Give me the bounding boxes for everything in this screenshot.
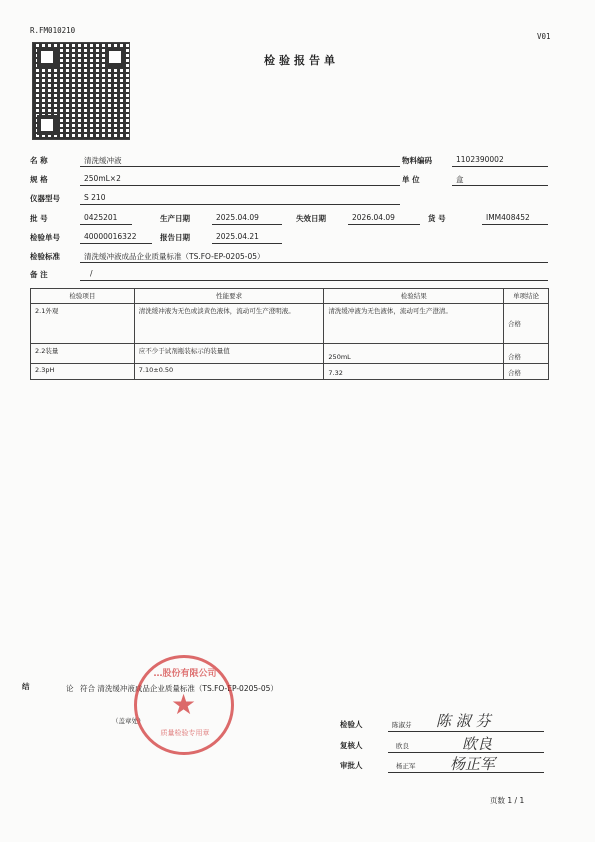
- seal-note: （盖章处）: [112, 717, 145, 725]
- item-no-value: IMM408452: [486, 213, 530, 222]
- page-title: 检验报告单: [264, 54, 339, 67]
- report-date-underline: [212, 243, 282, 244]
- row-requirement: 应不少于试剂瓶装标示的装量值: [134, 344, 324, 364]
- row-item: 2.1外观: [31, 304, 135, 344]
- row-requirement: 7.10±0.50: [134, 364, 324, 380]
- row-result: 250mL: [324, 344, 504, 364]
- table-row: [31, 304, 549, 344]
- seal-bottom-text: 质量检验专用章: [160, 729, 210, 737]
- approver-underline: [388, 772, 544, 773]
- company-seal: [134, 655, 234, 755]
- remark-label: 备 注: [30, 270, 48, 279]
- conclusion-text: 符合 清洗缓冲液成品企业质量标准（TS.FO-EP-0205-05）: [80, 684, 278, 693]
- approver-label: 审批人: [340, 761, 363, 770]
- approver-signature: 杨正军: [450, 755, 496, 773]
- header-conclusion: 单项结论: [504, 289, 549, 304]
- model-value: S 210: [84, 193, 106, 202]
- report-date-label: 报告日期: [160, 233, 190, 242]
- inspection-no-label: 检验单号: [30, 233, 60, 242]
- star-icon: ★: [171, 688, 197, 721]
- row-result: 7.32: [324, 364, 504, 380]
- unit-label: 单 位: [402, 175, 420, 184]
- reviewer-name: 欧良: [396, 742, 409, 750]
- spec-value: 250mL×2: [84, 174, 121, 183]
- header-result: 检验结果: [324, 289, 504, 304]
- remark-value: /: [90, 269, 93, 278]
- report-date-value: 2025.04.21: [216, 232, 259, 241]
- inspection-no-underline: [80, 243, 152, 244]
- exp-date-value: 2026.04.09: [352, 213, 395, 222]
- inspector-name: 陈淑芬: [392, 721, 412, 729]
- seal-top-text: …股份有限公司: [153, 669, 217, 679]
- model-label: 仪器型号: [30, 194, 60, 203]
- reviewer-signature: 欧良: [462, 735, 493, 753]
- item-no-underline: [482, 224, 548, 225]
- row-conclusion: 合格: [504, 304, 549, 344]
- standard-value: 清洗缓冲液成品企业质量标准（TS.FO-EP-0205-05）: [84, 252, 265, 261]
- inspector-underline: [388, 731, 544, 732]
- material-code-underline: [452, 166, 548, 167]
- standard-label: 检验标准: [30, 252, 60, 261]
- unit-value: 盒: [456, 175, 464, 184]
- table-row: [31, 364, 549, 380]
- row-requirement: 清洗缓冲液为无色或淡黄色液体，流动可生产澄明液。: [134, 304, 324, 344]
- page-number: 页数 1 / 1: [490, 796, 525, 805]
- table-header-row: [31, 289, 549, 304]
- inspector-label: 检验人: [340, 720, 363, 729]
- mfg-date-value: 2025.04.09: [216, 213, 259, 222]
- batch-label: 批 号: [30, 214, 48, 223]
- material-code-value: 1102390002: [456, 155, 504, 164]
- standard-underline: [80, 262, 548, 263]
- conclusion-label: 结: [22, 682, 30, 691]
- inspection-no-value: 40000016322: [84, 232, 137, 241]
- row-result: 清洗缓冲液为无色液体，流动可生产澄清。: [324, 304, 504, 344]
- header-item: 检验项目: [31, 289, 135, 304]
- table-row: [31, 344, 549, 364]
- mfg-date-label: 生产日期: [160, 214, 190, 223]
- spec-underline: [80, 185, 400, 186]
- version-label: V01: [537, 32, 551, 41]
- results-table: [30, 288, 549, 380]
- conclusion-label-2: 论: [66, 684, 74, 693]
- row-item: 2.3pH: [31, 364, 135, 380]
- qr-code: [32, 42, 130, 140]
- inspector-signature: 陈 淑 芬: [436, 712, 491, 730]
- batch-underline: [80, 224, 132, 225]
- batch-value: 0425201: [84, 213, 118, 222]
- name-label: 名 称: [30, 156, 48, 165]
- row-conclusion: 合格: [504, 344, 549, 364]
- material-code-label: 物料编码: [402, 156, 432, 165]
- item-no-label: 货 号: [428, 214, 446, 223]
- unit-underline: [452, 185, 548, 186]
- document-code: R.FM010210: [30, 26, 76, 35]
- reviewer-label: 复核人: [340, 741, 363, 750]
- exp-date-underline: [348, 224, 420, 225]
- spec-label: 规 格: [30, 175, 48, 184]
- row-conclusion: 合格: [504, 364, 549, 380]
- remark-underline: [80, 280, 548, 281]
- name-value: 清洗缓冲液: [84, 156, 122, 165]
- exp-date-label: 失效日期: [296, 214, 326, 223]
- approver-name: 杨正军: [396, 762, 416, 770]
- model-underline: [80, 204, 400, 205]
- name-underline: [80, 166, 400, 167]
- mfg-date-underline: [212, 224, 282, 225]
- row-item: 2.2装量: [31, 344, 135, 364]
- header-requirement: 性能要求: [134, 289, 324, 304]
